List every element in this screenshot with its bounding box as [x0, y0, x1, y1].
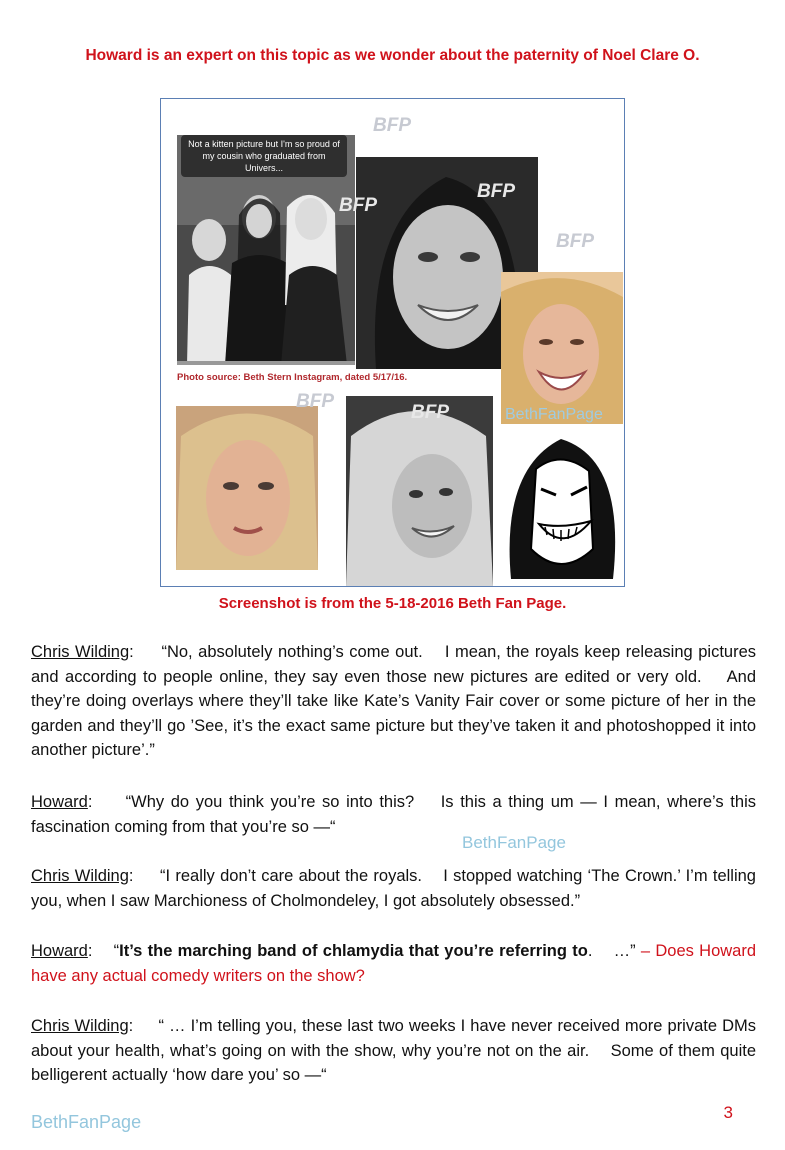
editor-comment: – Does Howard have any actual comedy writers on the show? [31, 942, 757, 985]
bold-quote: It’s the marching band of chlamydia that you’re referring to [119, 942, 588, 960]
photo-source-caption: Photo source: Beth Stern Instagram, dated 5/17/16. [177, 372, 408, 383]
quote-text: “No, absolutely nothing’s come out. I mean, the royals keep releasing pictures and according to people online, they say even those new pictures are edited or very old. And they’re doing overlays where they’ll take like Kate’s Vanity Fair cover or some picture of her in the garden and they’ll go ’See, it’s the exact same picture but they’ve taken it and photoshopped it into another picture’.” [31, 643, 757, 759]
quote-text: . …” [587, 942, 636, 960]
bethfanpage-watermark: BethFanPage [505, 406, 603, 423]
bfp-watermark: BFP [477, 181, 515, 202]
blonde-portrait-photo [176, 406, 318, 570]
quote-text: “ … I’m telling you, these last two weeks I have never received more private DMs about your health, what’s going on with the show, why you’re not on the air. Some of them quite belligerent actually ‘how dare you’ so —“ [31, 1017, 756, 1084]
tooltip-bubble [181, 135, 347, 177]
quote-text: “I really don’t care about the royals. I stopped watching ‘The Crown.’ I’m telling you, when I saw Marchioness of Cholmondeley, I got absolutely obsessed.” [31, 867, 756, 910]
speaker-name: Howard [31, 793, 88, 811]
bfp-watermark: BFP [373, 115, 411, 136]
bfp-watermark: BFP [411, 402, 449, 423]
bethfanpage-watermark: BethFanPage [31, 1112, 142, 1132]
page-number: 3 [723, 1103, 733, 1122]
speaker-name: Chris Wilding [31, 1017, 129, 1035]
bfp-watermark: BFP [556, 231, 594, 252]
bfp-watermark: BFP [296, 391, 334, 412]
speaker-name: Chris Wilding [31, 867, 129, 885]
transcript-paragraph: Chris Wilding: “I really don’t care about the royals. I stopped watching ‘The Crown.’ I’m telling you, when I saw Marchioness of Cholmondeley, I got absolutely obsessed.” [31, 867, 756, 910]
transcript-paragraph: Chris Wilding: “No, absolutely nothing’s come out. I mean, the royals keep releasing pictures and according to people online, they say even those new pictures are edited or very old. And they’re doing overlays where they’ll take like Kate’s Vanity Fair cover or some picture of her in the garden and they’ll go ’See, it’s the exact same picture but they’ve taken it and photoshopped it into another picture’.” [31, 643, 757, 759]
transcript-paragraph: Chris Wilding: “ … I’m telling you, these last two weeks I have never received more private DMs about your health, what’s going on with the show, why you’re not on the air. Some of them quite belligerent actually ‘how dare you’ so —“ [31, 1017, 756, 1084]
bethfanpage-watermark: BethFanPage [462, 833, 566, 852]
transcript-paragraph: Howard: “It’s the marching band of chlamydia that you’re referring to. …” – Does Howard have any actual comedy writers on the show? [31, 942, 757, 985]
collage-caption: Screenshot is from the 5-18-2016 Beth Fan Page. [218, 595, 567, 612]
laughing-blonde-photo [501, 272, 623, 424]
caricature-drawing [501, 429, 623, 584]
photo-collage [160, 98, 625, 587]
bw-blonde-photo [346, 396, 493, 586]
transcript-paragraph: Howard: “Why do you think you’re so into this? Is this a thing um — I mean, where’s this fascination coming from that you’re so —“ [31, 793, 756, 836]
speaker-name: Howard [31, 942, 88, 960]
tooltip-text: Not a kitten picture but I'm so proud of my cousin who graduated from Univers... [188, 139, 340, 173]
speaker-name: Chris Wilding [31, 643, 130, 661]
quote-text: “Why do you think you’re so into this? Is this a thing um — I mean, where’s this fascination coming from that you’re so —“ [31, 793, 756, 836]
bfp-watermark: BFP [339, 195, 377, 216]
page-heading: Howard is an expert on this topic as we wonder about the paternity of Noel Clare O. [85, 47, 700, 64]
